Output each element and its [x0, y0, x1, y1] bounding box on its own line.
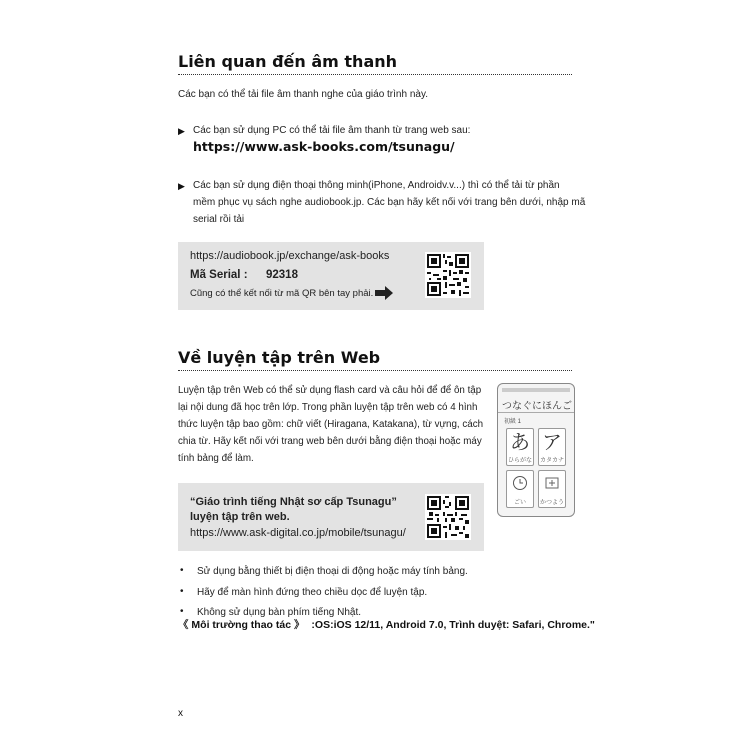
usage-bullet-1: Sử dụng bằng thiết bị điện thoại di động hoặc máy tính bảng.	[197, 566, 468, 577]
triangle-bullet-icon: ▶	[178, 126, 185, 136]
web-para-line1: Luyện tập trên Web có thể sử dụng flash card và câu hỏi để để ôn tập	[178, 385, 482, 396]
phone-tile-hiragana[interactable]	[506, 428, 534, 466]
phone-tile-katakana[interactable]	[538, 428, 566, 466]
web-box-line2: luyện tập trên web.	[190, 511, 290, 523]
tile-label: ごい	[513, 500, 526, 506]
qr-note: Cũng có thể kết nối từ mã QR bên tay phải.	[190, 288, 374, 299]
pc-download-text: Các bạn sử dụng PC có thể tải file âm thanh từ trang web sau:	[193, 125, 471, 136]
tile-character: ア	[542, 430, 562, 454]
audio-intro: Các bạn có thể tải file âm thanh nghe của giáo trình này.	[178, 89, 428, 100]
clock-icon	[507, 471, 533, 497]
environment-line	[178, 617, 595, 632]
phone-divider	[498, 412, 574, 413]
web-box-line1: “Giáo trình tiếng Nhật sơ cấp Tsunagu”	[190, 496, 397, 508]
tile-label: かつよう	[539, 500, 564, 506]
smartphone-text-line2: mềm phục vụ sách nghe audiobook.jp. Các bạn hãy kết nối với trang bên dưới, nhập mã	[193, 197, 586, 208]
phone-level-label: 初級 1	[504, 419, 522, 425]
phone-screenshot	[497, 383, 575, 517]
section-title-web: Về luyện tập trên Web	[178, 348, 381, 367]
audiobook-qr-code-icon[interactable]	[425, 252, 471, 298]
puzzle-icon	[539, 471, 565, 497]
phone-status-bar	[502, 388, 570, 392]
audiobook-box	[178, 242, 484, 310]
usage-bullet-2: Hãy để màn hình đứng theo chiều dọc để luyện tập.	[197, 587, 428, 598]
triangle-bullet-icon: ▶	[178, 181, 185, 191]
audiobook-url[interactable]: https://audiobook.jp/exchange/ask-books	[190, 250, 390, 262]
web-qr-code-icon[interactable]	[425, 494, 471, 540]
web-para-line2: lại nội dung đã học trên lớp. Trong phần luyện tập trên web có 4 hình	[178, 402, 478, 413]
phone-app-title: つなぐにほんご	[502, 401, 572, 412]
usage-bullet-3: Không sử dụng bàn phím tiếng Nhật.	[197, 607, 362, 618]
web-practice-url[interactable]: https://www.ask-digital.co.jp/mobile/tsunagu/	[190, 527, 406, 539]
phone-tile-vocabulary[interactable]	[506, 470, 534, 508]
environment-label: 《 Môi trường thao tác 》	[178, 619, 305, 631]
web-para-line4: chia từ. Hãy kết nối với trang web bên dưới bằng điện thoại hoặc máy	[178, 436, 482, 447]
phone-tile-conjugation[interactable]	[538, 470, 566, 508]
tile-label: ひらがな	[507, 458, 532, 464]
serial-label: Mã Serial :	[190, 269, 248, 281]
arrow-right-icon	[375, 286, 393, 305]
tile-character: あ	[510, 430, 530, 454]
smartphone-text-line3: serial rồi tải	[193, 214, 245, 225]
bullet-dot-icon: •	[180, 606, 184, 617]
environment-value: :OS:iOS 12/11, Android 7.0, Trình duyệt: Safari, Chrome."	[311, 619, 595, 631]
bullet-dot-icon: •	[180, 586, 184, 597]
serial-value: 92318	[266, 269, 298, 281]
section-title-audio: Liên quan đến âm thanh	[178, 52, 398, 71]
web-practice-box	[178, 483, 484, 551]
web-para-line3: thức luyện tập bao gồm: chữ viết (Hiragana, Katakana), từ vựng, cách	[178, 419, 484, 430]
web-para-line5: tính bảng để làm.	[178, 453, 254, 464]
title-underline	[178, 74, 572, 75]
pc-download-link[interactable]: https://www.ask-books.com/tsunagu/	[193, 139, 455, 154]
tile-label: カタカナ	[539, 458, 564, 464]
bullet-dot-icon: •	[180, 565, 184, 576]
smartphone-text-line1: Các bạn sử dụng điện thoại thông minh(iPhone, Androidv.v...) thì có thể tải từ phần	[193, 180, 560, 191]
page-number: x	[178, 708, 183, 719]
title-underline	[178, 370, 572, 371]
